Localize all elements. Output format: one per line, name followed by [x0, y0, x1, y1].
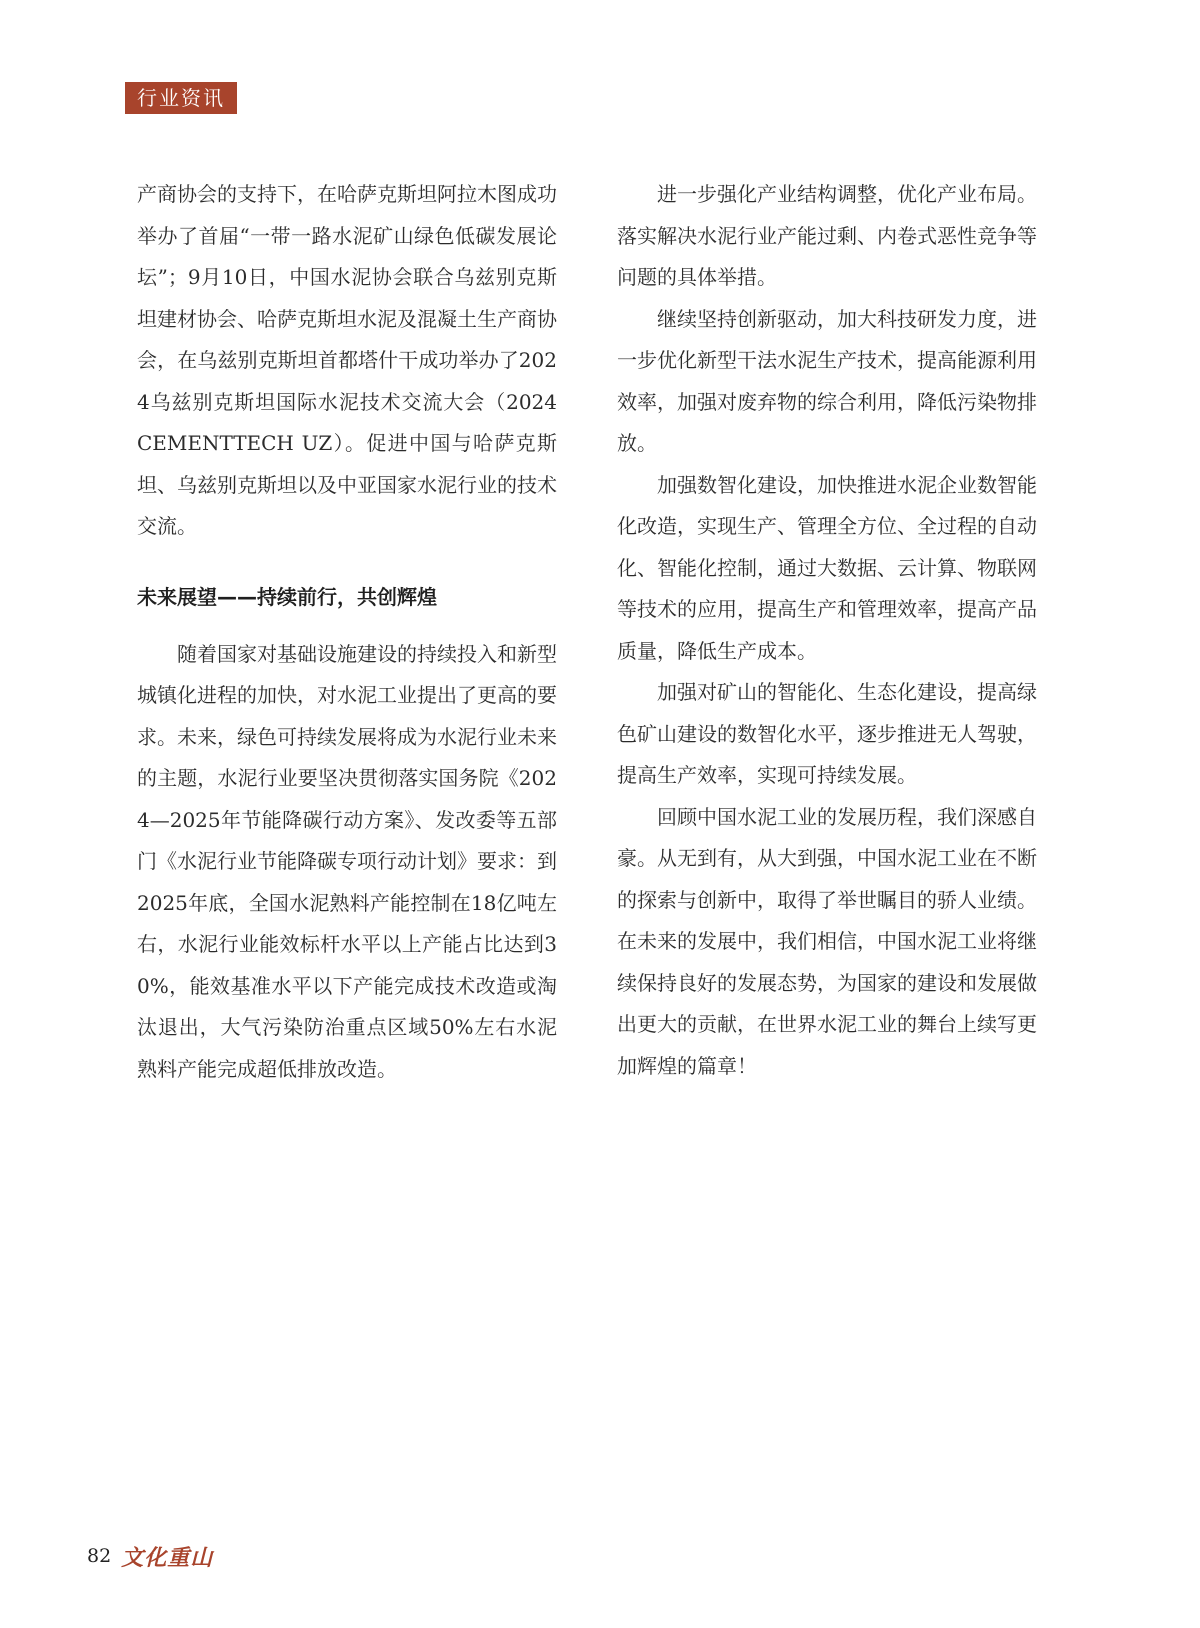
page-number: 82: [87, 1545, 112, 1567]
right-column: [617, 174, 1037, 1087]
left-column: [137, 174, 557, 1090]
paragraph: 加强数智化建设，加快推进水泥企业数智能化改造，实现生产、管理全方位、全过程的自动化、智能化控制，通过大数据、云计算、物联网等技术的应用，提高生产和管理效率，提高产品质量，降低生产成本。: [617, 472, 1037, 663]
paragraph: 加强对矿山的智能化、生态化建设，提高绿色矿山建设的数智化水平，逐步推进无人驾驶，提高生产效率，实现可持续发展。: [617, 680, 1037, 787]
section-heading: 未来展望——持续前行，共创辉煌: [137, 584, 437, 609]
paragraph: 进一步强化产业结构调整，优化产业布局。落实解决水泥行业产能过剩、内卷式恶性竞争等问题的具体举措。: [617, 182, 1037, 289]
paragraph: 回顾中国水泥工业的发展历程，我们深感自豪。从无到有，从大到强，中国水泥工业在不断的探索与创新中，取得了举世瞩目的骄人业绩。在未来的发展中，我们相信，中国水泥工业将继续保持良好的发展态势，为国家的建设和发展做出更大的贡献，在世界水泥工业的舞台上续写更加辉煌的篇章！: [617, 804, 1037, 1078]
paragraph: 随着国家对基础设施建设的持续投入和新型城镇化进程的加快，对水泥工业提出了更高的要求。未来，绿色可持续发展将成为水泥行业未来的主题，水泥行业要坚决贯彻落实国务院《2024—2025年节能降碳行动方案》、发改委等五部门《水泥行业节能降碳专项行动计划》要求：到2025年底，全国水泥熟料产能控制在18亿吨左右，水泥行业能效标杆水平以上产能占比达到30%，能效基准水平以下产能完成技术改造或淘汰退出，大气污染防治重点区域50%左右水泥熟料产能完成超低排放改造。: [137, 641, 557, 1081]
magazine-logo: 文化重山: [121, 1544, 214, 1571]
section-tag: 行业资讯: [125, 82, 237, 114]
paragraph: 继续坚持创新驱动，加大科技研发力度，进一步优化新型干法水泥生产技术，提高能源利用效率，加强对废弃物的综合利用，降低污染物排放。: [617, 306, 1037, 455]
paragraph: 产商协会的支持下，在哈萨克斯坦阿拉木图成功举办了首届“一带一路水泥矿山绿色低碳发展论坛”；9月10日，中国水泥协会联合乌兹别克斯坦建材协会、哈萨克斯坦水泥及混凝土生产商协会，在乌兹别克斯坦首都塔什干成功举办了2024乌兹别克斯坦国际水泥技术交流大会（2024 CEMENTTECH UZ）。促进中国与哈萨克斯坦、乌兹别克斯坦以及中亚国家水泥行业的技术交流。: [137, 182, 557, 538]
page-footer: [87, 1541, 213, 1571]
